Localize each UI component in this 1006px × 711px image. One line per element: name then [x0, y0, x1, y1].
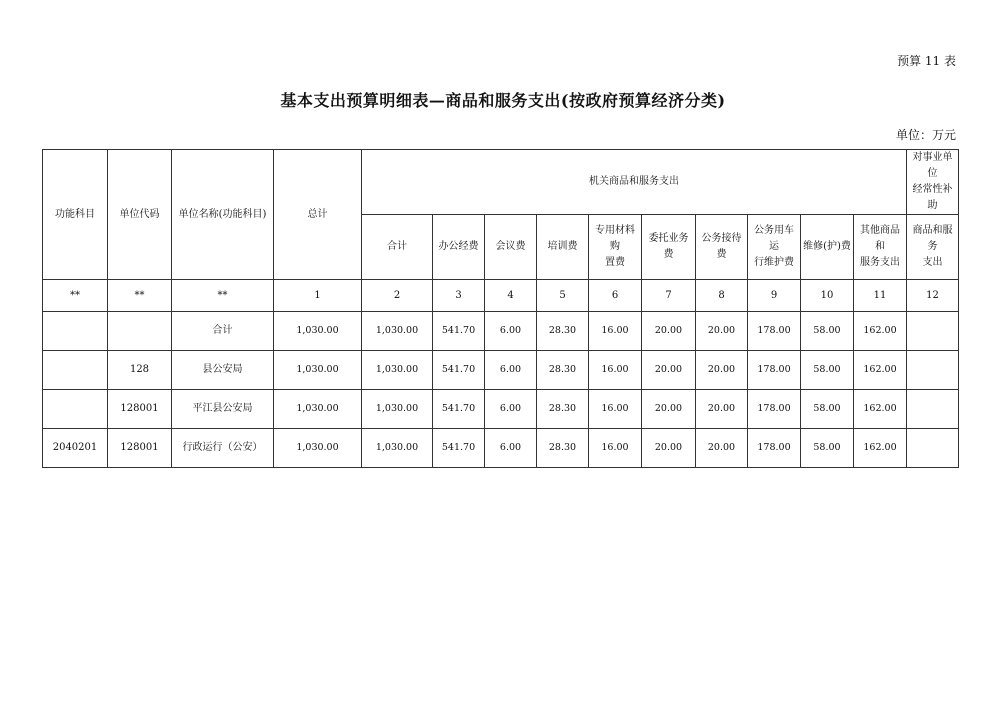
cell-materials: 16.00 [589, 429, 642, 468]
cell-materials: 16.00 [589, 390, 642, 429]
header-total: 总计 [274, 150, 362, 280]
header-row-1 [43, 150, 959, 215]
index-cell: 12 [907, 280, 959, 312]
index-cell: 6 [589, 280, 642, 312]
header-office: 办公经费 [433, 215, 485, 280]
cell-func-subject: 2040201 [43, 429, 108, 468]
cell-unit-name: 县公安局 [172, 351, 274, 390]
header-commission: 委托业务费 [642, 215, 696, 280]
cell-sub-total: 1,030.00 [362, 351, 433, 390]
table-row [43, 390, 959, 429]
cell-office: 541.70 [433, 429, 485, 468]
header-vehicle: 公务用车运 行维护费 [748, 215, 801, 280]
index-cell: 9 [748, 280, 801, 312]
cell-office: 541.70 [433, 312, 485, 351]
cell-training: 28.30 [537, 312, 589, 351]
cell-training: 28.30 [537, 429, 589, 468]
header-reception: 公务接待费 [696, 215, 748, 280]
cell-unit-code [108, 312, 172, 351]
cell-sub-total: 1,030.00 [362, 312, 433, 351]
cell-inst-goods [907, 351, 959, 390]
index-cell: 4 [485, 280, 537, 312]
cell-other: 162.00 [854, 429, 907, 468]
header-unit-name: 单位名称(功能科目) [172, 150, 274, 280]
cell-other: 162.00 [854, 390, 907, 429]
cell-inst-goods [907, 429, 959, 468]
cell-other: 162.00 [854, 312, 907, 351]
cell-reception: 20.00 [696, 390, 748, 429]
table-row [43, 312, 959, 351]
index-cell: 1 [274, 280, 362, 312]
cell-vehicle: 178.00 [748, 390, 801, 429]
cell-meeting: 6.00 [485, 390, 537, 429]
cell-total: 1,030.00 [274, 390, 362, 429]
cell-maintenance: 58.00 [801, 312, 854, 351]
cell-func-subject [43, 312, 108, 351]
header-unit-code: 单位代码 [108, 150, 172, 280]
cell-sub-total: 1,030.00 [362, 429, 433, 468]
header-training: 培训费 [537, 215, 589, 280]
index-row [43, 280, 959, 312]
header-meeting: 会议费 [485, 215, 537, 280]
table-row [43, 429, 959, 468]
table-row [43, 351, 959, 390]
header-sub-total: 合计 [362, 215, 433, 280]
cell-sub-total: 1,030.00 [362, 390, 433, 429]
cell-reception: 20.00 [696, 429, 748, 468]
cell-meeting: 6.00 [485, 351, 537, 390]
index-cell: 2 [362, 280, 433, 312]
header-maintenance: 维修(护)费 [801, 215, 854, 280]
cell-total: 1,030.00 [274, 312, 362, 351]
cell-unit-code: 128001 [108, 390, 172, 429]
header-func-subject: 功能科目 [43, 150, 108, 280]
index-cell: 3 [433, 280, 485, 312]
cell-maintenance: 58.00 [801, 390, 854, 429]
index-cell: 8 [696, 280, 748, 312]
cell-unit-name: 合计 [172, 312, 274, 351]
cell-training: 28.30 [537, 390, 589, 429]
cell-unit-name: 平江县公安局 [172, 390, 274, 429]
cell-other: 162.00 [854, 351, 907, 390]
cell-training: 28.30 [537, 351, 589, 390]
cell-func-subject [43, 351, 108, 390]
cell-total: 1,030.00 [274, 351, 362, 390]
cell-vehicle: 178.00 [748, 351, 801, 390]
index-cell: ** [172, 280, 274, 312]
cell-unit-code: 128 [108, 351, 172, 390]
index-cell: ** [108, 280, 172, 312]
cell-meeting: 6.00 [485, 312, 537, 351]
index-cell: ** [43, 280, 108, 312]
cell-inst-goods [907, 312, 959, 351]
header-materials: 专用材料购 置费 [589, 215, 642, 280]
cell-vehicle: 178.00 [748, 312, 801, 351]
cell-reception: 20.00 [696, 312, 748, 351]
cell-commission: 20.00 [642, 312, 696, 351]
page-title: 基本支出预算明细表—商品和服务支出(按政府预算经济分类) [280, 91, 726, 110]
header-other: 其他商品和 服务支出 [854, 215, 907, 280]
header-inst-goods: 商品和服务 支出 [907, 215, 959, 280]
cell-commission: 20.00 [642, 390, 696, 429]
cell-vehicle: 178.00 [748, 429, 801, 468]
cell-inst-goods [907, 390, 959, 429]
unit-label: 单位：万元 [895, 128, 956, 142]
cell-materials: 16.00 [589, 312, 642, 351]
cell-reception: 20.00 [696, 351, 748, 390]
cell-total: 1,030.00 [274, 429, 362, 468]
index-cell: 11 [854, 280, 907, 312]
cell-office: 541.70 [433, 390, 485, 429]
cell-meeting: 6.00 [485, 429, 537, 468]
index-cell: 7 [642, 280, 696, 312]
index-cell: 5 [537, 280, 589, 312]
cell-maintenance: 58.00 [801, 351, 854, 390]
table-number: 预算 11 表 [897, 54, 956, 68]
cell-office: 541.70 [433, 351, 485, 390]
cell-commission: 20.00 [642, 429, 696, 468]
cell-materials: 16.00 [589, 351, 642, 390]
budget-table [42, 149, 959, 468]
cell-unit-name: 行政运行（公安） [172, 429, 274, 468]
cell-unit-code: 128001 [108, 429, 172, 468]
cell-commission: 20.00 [642, 351, 696, 390]
cell-maintenance: 58.00 [801, 429, 854, 468]
header-group-inst: 对事业单位 经常性补助 [907, 150, 959, 215]
cell-func-subject [43, 390, 108, 429]
index-cell: 10 [801, 280, 854, 312]
header-group-org: 机关商品和服务支出 [362, 150, 907, 215]
